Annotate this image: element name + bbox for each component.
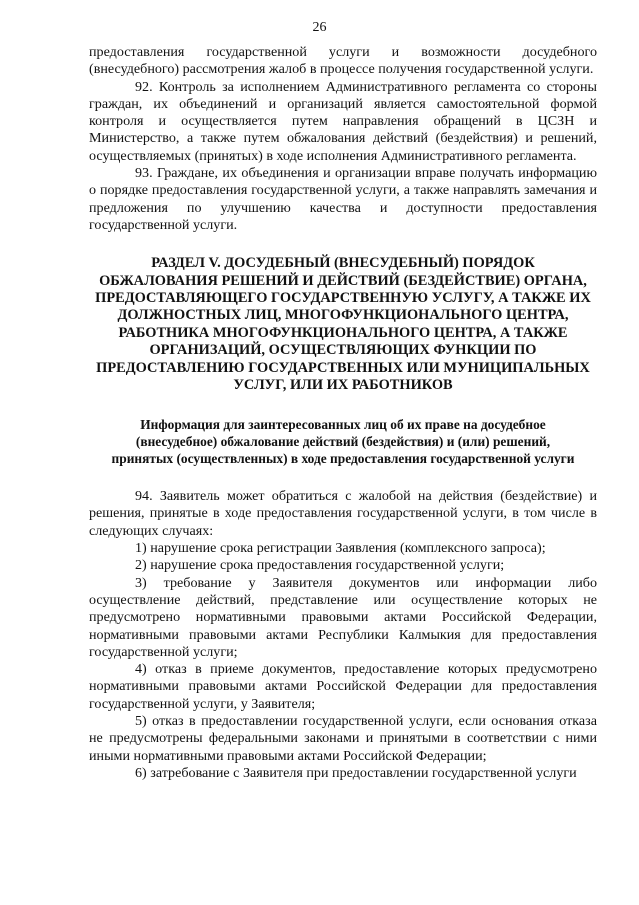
list-item-2: 2) нарушение срока предоставления государственной услуги;	[135, 557, 505, 574]
list-item-4: 4) отказ в приеме документов, предоставление которых предусмотрено нормативными правовыми актами Российской Федерации для предоставления государственной услуги, у Заявителя;	[89, 661, 597, 712]
subsection-title: Информация для заинтересованных лиц об их праве на досудебное (внесудебное) обжалование действий (бездействия) и (или) решений, принятых (осуществленных) в ходе предоставления государственной услуги	[111, 416, 575, 466]
page-number: 26	[312, 20, 327, 35]
list-item-3: 3) требование у Заявителя документов или информации либо осуществление действий, представление или осуществление которых не предусмотрено нормативными правовыми актами Российской Федерации, нормативными правовыми актами Республики Калмыкия для предоставления государственной услуги;	[89, 574, 597, 660]
section-title: РАЗДЕЛ V. ДОСУДЕБНЫЙ (ВНЕСУДЕБНЫЙ) ПОРЯДОК ОБЖАЛОВАНИЯ РЕШЕНИЙ И ДЕЙСТВИЙ (БЕЗДЕЙСТВИЕ) ОРГАНА, ПРЕДОСТАВЛЯЮЩЕГО ГОСУДАРСТВЕННУЮ УСЛУГУ, А ТАКЖЕ ИХ ДОЛЖНОСТНЫХ ЛИЦ, МНОГОФУНКЦИОНАЛЬНОГО ЦЕНТРА, РАБОТНИКА МНОГОФУНКЦИОНАЛЬНОГО ЦЕНТРА, А ТАКЖЕ ОРГАНИЗАЦИЙ, ОСУЩЕСТВЛЯЮЩИХ ФУНКЦИИ ПО ПРЕДОСТАВЛЕНИЮ ГОСУДАРСТВЕННЫХ ИЛИ МУНИЦИПАЛЬНЫХ УСЛУГ, ИЛИ ИХ РАБОТНИКОВ	[95, 255, 591, 394]
list-item-6: 6) затребование с Заявителя при предоставлении государственной услуги	[135, 764, 577, 781]
paragraph-continuation: предоставления государственной услуги и возможности досудебного (внесудебного) рассмотрения жалоб в процессе получения государственной услуги.	[89, 44, 597, 78]
list-item-5: 5) отказ в предоставлении государственной услуги, если основания отказа не предусмотрены федеральными законами и принятыми в соответствии с ними иными нормативными правовыми актами Российской Федерации;	[89, 712, 597, 764]
document-body	[89, 44, 597, 782]
paragraph-92: 92. Контроль за исполнением Административного регламента со стороны граждан, их объединений и организаций является самостоятельной формой контроля и осуществляется путем направления обращений в ЦСЗН и Министерство, а также путем обжалования действий (бездействия) и решений, осуществляемых (принятых) в ходе исполнения Административного регламента.	[89, 78, 597, 164]
paragraph-93: 93. Граждане, их объединения и организации вправе получать информацию о порядке предоставления государственной услуги, а также направлять замечания и предложения по улучшению качества и доступности предоставления государственной услуги.	[89, 165, 597, 233]
paragraph-94: 94. Заявитель может обратиться с жалобой на действия (бездействие) и решения, принятые в ходе предоставления государственной услуги, в том числе в следующих случаях:	[89, 488, 597, 539]
list-item-1: 1) нарушение срока регистрации Заявления (комплексного запроса);	[135, 540, 546, 557]
